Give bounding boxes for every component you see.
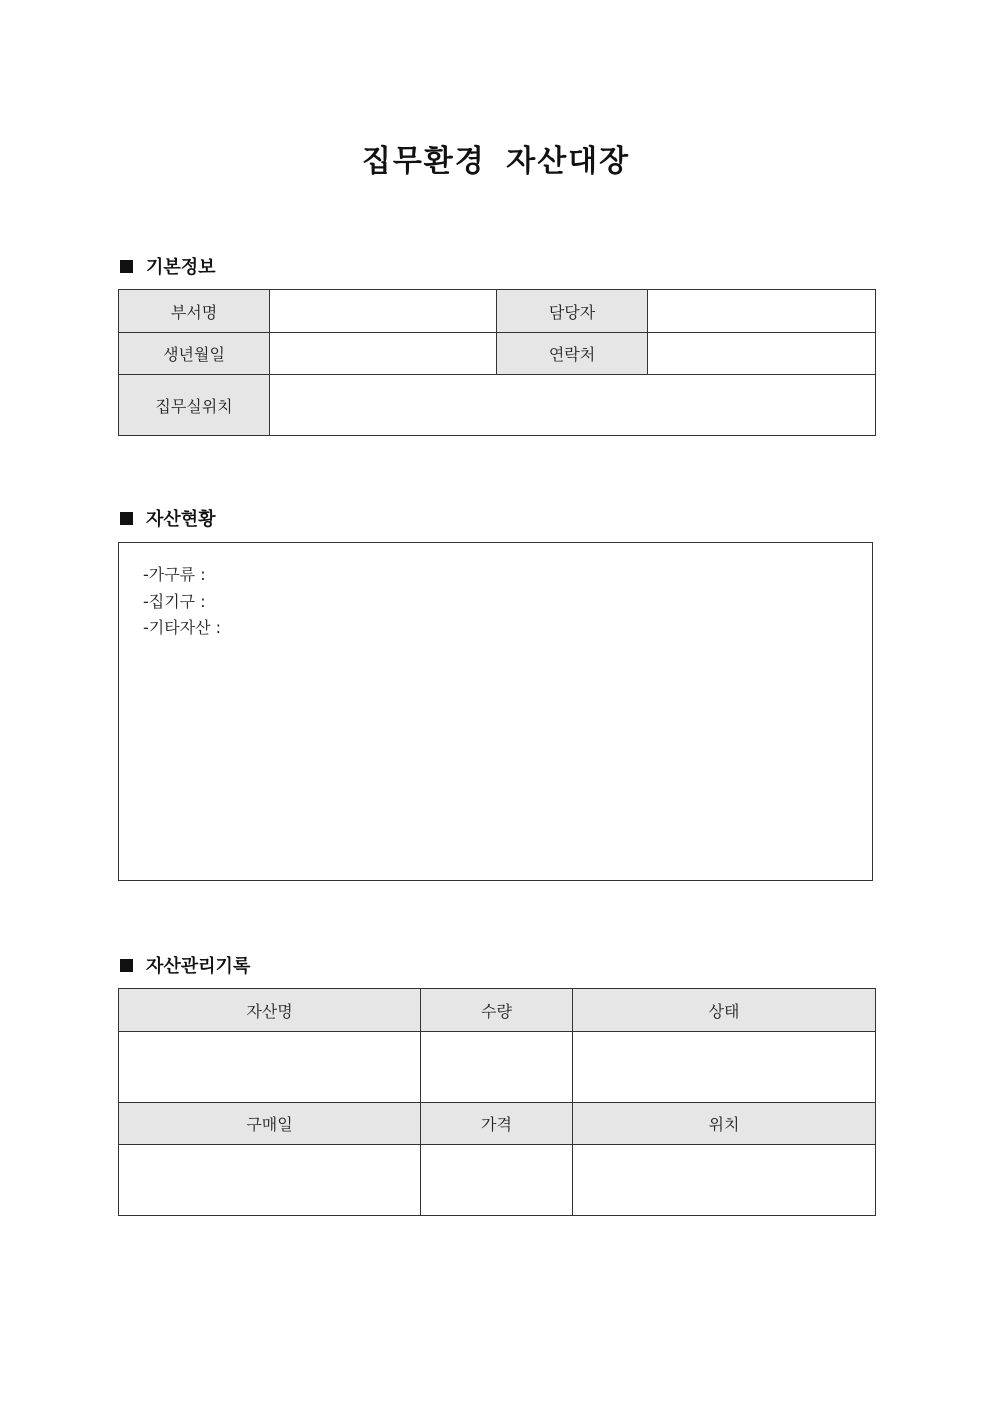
asset-record-table — [118, 988, 876, 1216]
square-bullet-icon — [120, 512, 133, 525]
birth-label: 생년월일 — [119, 333, 270, 375]
price-field[interactable] — [421, 1145, 573, 1216]
birth-field[interactable] — [270, 333, 497, 375]
manager-field[interactable] — [648, 290, 876, 333]
location-field[interactable] — [573, 1145, 876, 1216]
asset-status-box[interactable] — [118, 542, 873, 881]
section-heading-label: 자산관리기록 — [146, 956, 251, 977]
office-field[interactable] — [270, 375, 876, 436]
section-heading-basic-info — [120, 253, 216, 279]
section-heading-label: 기본정보 — [146, 257, 216, 278]
purchase-date-field[interactable] — [119, 1145, 421, 1216]
dept-label: 부서명 — [119, 290, 270, 333]
purchase-date-header: 구매일 — [119, 1103, 421, 1145]
dept-field[interactable] — [270, 290, 497, 333]
asset-line-other: -기타자산 : — [143, 618, 222, 637]
quantity-field[interactable] — [421, 1032, 573, 1103]
asset-line-fixtures: -집기구 : — [143, 591, 206, 611]
manager-label: 담당자 — [497, 290, 648, 333]
asset-name-header: 자산명 — [119, 989, 421, 1032]
condition-field[interactable] — [573, 1032, 876, 1103]
square-bullet-icon — [120, 959, 133, 972]
location-header: 위치 — [573, 1103, 876, 1145]
asset-line-furniture: -가구류 : — [143, 565, 206, 584]
condition-header: 상태 — [573, 989, 876, 1032]
page-title: 집무환경 자산대장 — [361, 144, 631, 179]
section-heading-asset-record — [120, 952, 250, 978]
office-label: 집무실위치 — [119, 375, 270, 436]
contact-field[interactable] — [648, 333, 876, 375]
price-header: 가격 — [421, 1103, 573, 1145]
square-bullet-icon — [120, 260, 133, 273]
contact-label: 연락처 — [497, 333, 648, 375]
section-heading-asset-status — [120, 505, 216, 531]
basic-info-table — [118, 289, 876, 436]
asset-name-field[interactable] — [119, 1032, 421, 1103]
section-heading-label: 자산현황 — [146, 509, 216, 530]
quantity-header: 수량 — [421, 989, 573, 1032]
